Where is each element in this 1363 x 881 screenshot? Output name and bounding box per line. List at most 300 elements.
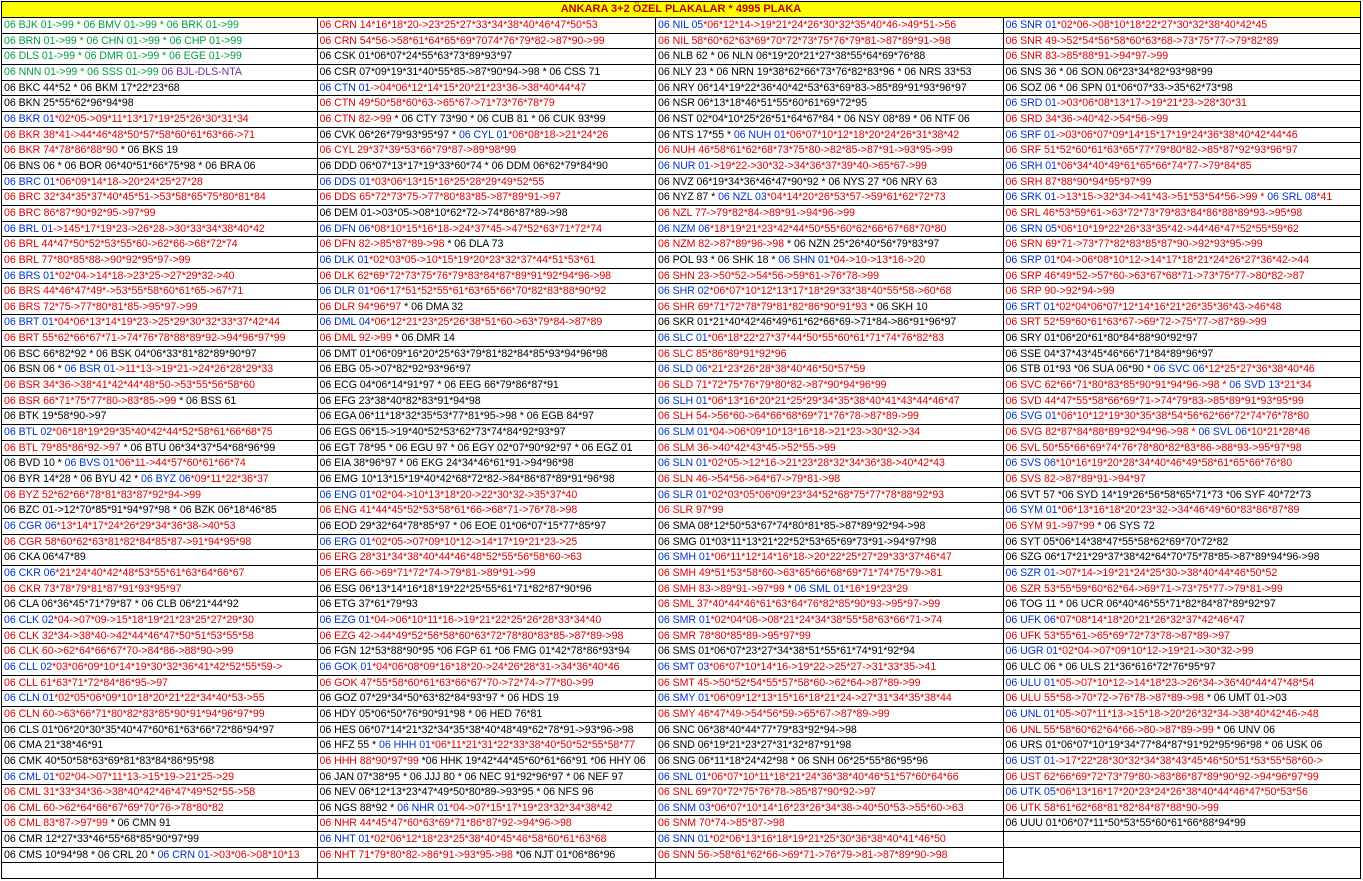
plate-text: 06 BKN 25*55*62*96*94*98 bbox=[4, 97, 134, 110]
plate-cell bbox=[1004, 112, 1360, 128]
plate-text: 06 SHN 01 bbox=[778, 253, 830, 266]
plate-cell bbox=[1004, 488, 1360, 504]
plate-cell bbox=[318, 723, 656, 739]
plate-cell bbox=[2, 754, 317, 770]
plate-text: 06 EGS 06*15->19*40*52*53*62*73*74*84*92*93*97 bbox=[319, 426, 566, 439]
plate-text: 06 SRP 46*49*52->57*60->63*67*68*71->73*75*77->80*82->87 bbox=[1005, 269, 1305, 282]
plate-text: 06 NHT 01 bbox=[319, 833, 371, 846]
plate-text: 06 GOK 01 bbox=[319, 660, 373, 673]
plate-cell bbox=[318, 409, 656, 425]
plate-cell bbox=[318, 378, 656, 394]
plate-cell bbox=[318, 237, 656, 253]
plate-text: 06 NIL 58*60*62*63*69*70*72*73*75*76*79*81->87*89*91->98 bbox=[658, 34, 951, 47]
plate-text: 06 SLN 46->54*56->64*67->79*81->98 bbox=[658, 473, 841, 486]
plate-cell bbox=[656, 488, 1002, 504]
plate-text: 06 NST 02*04*10*25*26*51*64*67*84 * 06 NSY 08*89 * 06 NTF 06 bbox=[658, 112, 970, 125]
plate-text: 06 SYM 91->97*99 bbox=[1005, 520, 1095, 532]
plate-text: 06 SVL 06 bbox=[1198, 426, 1247, 439]
plate-text: 06 SNM 03 bbox=[658, 801, 711, 814]
plate-cell bbox=[318, 331, 656, 347]
plate-text: 06 SLH 54->56*60->64*66*68*69*71*76*78->87*89->99 bbox=[658, 410, 919, 423]
plate-cell bbox=[1004, 128, 1360, 144]
plate-cell bbox=[2, 284, 317, 300]
plate-text: 06 SLD 06 bbox=[658, 363, 708, 376]
plate-cell bbox=[2, 378, 317, 394]
plate-text: 06 GOK 47*55*58*60*61*63*66*67*70->72*74->77*80->99 bbox=[319, 676, 594, 689]
plate-text: *04->10->13*16->20 bbox=[829, 253, 926, 266]
plate-cell bbox=[1004, 770, 1360, 786]
plate-text: *03*06*13*15*16*25*28*29*49*52*55 bbox=[370, 175, 545, 188]
plate-text: 06 BRC 32*34*35*37*40*45*51->53*58*65*75*80*81*84 bbox=[4, 191, 266, 204]
plate-text: 06 NZM 06 bbox=[658, 222, 710, 235]
plate-cell bbox=[318, 65, 656, 81]
plate-text: 06 SLH 01 bbox=[658, 394, 708, 407]
plate-text: 06 SRL 08 bbox=[1267, 191, 1317, 204]
plate-text: 06 ENG 01 bbox=[319, 488, 372, 501]
plate-cell bbox=[656, 801, 1002, 817]
plate-cell bbox=[656, 394, 1002, 410]
plate-text: 06 ESG 06*13*14*16*18*19*22*25*55*61*71*82*87*90*96 bbox=[319, 582, 592, 595]
plate-cell bbox=[318, 597, 656, 613]
plate-cell bbox=[1004, 206, 1360, 222]
plate-text: 06 HDY 05*06*50*76*90*91*98 * 06 HED 76*81 bbox=[319, 707, 543, 720]
plate-cell bbox=[1004, 315, 1360, 331]
plate-text: 06 SNM 70*74->85*87->98 bbox=[658, 817, 785, 830]
plate-cell bbox=[318, 112, 656, 128]
plate-text: 06 HHH 01 bbox=[379, 739, 431, 752]
plate-text: 06 CGR 06 bbox=[4, 520, 57, 532]
plate-cell bbox=[318, 848, 656, 864]
plate-text: *02*05->09*11*13*17*19*25*26*30*31*34 bbox=[54, 112, 249, 125]
plate-cell bbox=[318, 503, 656, 519]
plate-cell bbox=[318, 206, 656, 222]
plate-text: *06*18*22*27*37*44*50*55*60*61*71*74*76*82*83 bbox=[707, 332, 944, 345]
plate-text: *02*04->10*13*18*20->22*30*32->35*37*40 bbox=[371, 488, 578, 501]
plate-text: 06 SRD 34*36->40*42->54*56->99 bbox=[1005, 112, 1169, 125]
plate-column bbox=[2, 18, 318, 879]
plate-text: * bbox=[784, 582, 795, 595]
plate-cell bbox=[2, 644, 317, 660]
plate-text: *02*06*12*18*23*25*38*40*45*46*58*60*61*63*68 bbox=[370, 833, 607, 846]
plate-text: * 06 UNV 06 bbox=[1213, 723, 1275, 736]
plate-text: 06 SVT 57 *06 SYD 14*19*26*56*58*65*71*73 *06 SYF 40*72*73 bbox=[1005, 488, 1312, 501]
plate-cell bbox=[1004, 597, 1360, 613]
plate-cell bbox=[2, 848, 317, 864]
plate-text: 06 SLM 36->40*42*43*45->52*55->99 bbox=[658, 441, 836, 454]
plate-text: 06 NLY 23 * 06 NRN 19*38*62*66*73*76*82*83*96 * 06 NRS 33*53 bbox=[658, 65, 972, 78]
plate-cell bbox=[2, 441, 317, 457]
plate-cell bbox=[656, 832, 1002, 848]
plate-text: 06 SMT 45->50*52*54*55*57*58*60->62*64->87*89->99 bbox=[658, 676, 921, 689]
plate-text: *06*07*10*11*18*21*24*36*38*40*46*51*57*60*64*66 bbox=[707, 770, 959, 783]
plate-text: 06 ERG 28*31*34*38*40*44*46*48*52*55*56*58*60->63 bbox=[319, 551, 582, 564]
plate-cell bbox=[656, 738, 1002, 754]
plate-text: 06 BSR 66*71*75*77*80->83*85->99 bbox=[4, 394, 177, 407]
plate-cell bbox=[318, 394, 656, 410]
plate-text: 06 SNL 69*70*72*75*76*78->85*87*90*92->97 bbox=[658, 786, 876, 799]
plate-text: 06 SMR 78*80*85*89->95*97*99 bbox=[658, 629, 811, 642]
plate-text: 06 BRT 01 bbox=[4, 316, 54, 329]
plate-cell bbox=[318, 34, 656, 50]
plate-text: ->03*06*07*09*14*15*17*19*24*36*38*40*42*44*46 bbox=[1055, 128, 1298, 141]
plate-column bbox=[1004, 18, 1360, 879]
plate-text: 06 CKA 06*47*89 bbox=[4, 551, 86, 564]
plate-text: 06 NIL 05 bbox=[658, 19, 704, 31]
plate-text: 06 UST 62*66*69*72*73*79*80->83*86*87*89*90*92->94*96*97*99 bbox=[1005, 770, 1319, 783]
plate-cell bbox=[318, 81, 656, 97]
plate-text: 06 NZL 03 bbox=[718, 191, 767, 204]
plate-text: 06 EFG 23*38*40*82*83*91*94*98 bbox=[319, 394, 481, 407]
plate-text: *02*06*13*16*18*19*21*25*30*36*38*40*41*46*50 bbox=[709, 833, 946, 846]
plate-cell bbox=[2, 269, 317, 285]
plate-cell bbox=[656, 315, 1002, 331]
plate-text: 06 POL 93 * 06 SHK 18 * bbox=[658, 253, 779, 266]
plate-text: 06 NHR 44*45*47*60*63*69*71*86*87*92->94*96->98 bbox=[319, 817, 572, 830]
plate-cell bbox=[2, 707, 317, 723]
plate-cell bbox=[318, 738, 656, 754]
plate-text: 06 CGR 58*60*62*63*81*82*84*85*87->91*94*95*98 bbox=[4, 535, 252, 548]
plate-text: *08*10*15*16*18->24*37*45->47*52*63*71*72*74 bbox=[370, 222, 602, 235]
plate-text: 06 SRT 52*59*60*61*63*67->69*72->75*77->87*89->99 bbox=[1005, 316, 1267, 329]
plate-text: 06 URS 01*06*07*10*19*34*77*84*87*91*92*95*96*98 * 06 USK 06 bbox=[1005, 739, 1323, 752]
plate-text: 06 SLC 85*86*89*91*92*96 bbox=[658, 347, 787, 360]
plate-text: 06 DDS 01 bbox=[319, 175, 371, 188]
plate-text: 06 UGR 01 bbox=[1005, 645, 1059, 658]
plate-cell bbox=[656, 159, 1002, 175]
plate-text: 06 SYT 05*06*14*38*47*55*58*62*69*70*72*82 bbox=[1005, 535, 1229, 548]
plate-text: 06 BKC 44*52 * 06 BKM 17*22*23*68 bbox=[4, 81, 180, 94]
plate-cell bbox=[656, 676, 1002, 692]
plate-text: *21*34 bbox=[1280, 379, 1312, 392]
plate-cell bbox=[1004, 81, 1360, 97]
plate-cell bbox=[656, 816, 1002, 832]
plate-cell bbox=[1004, 96, 1360, 112]
plate-cell bbox=[2, 816, 317, 832]
plate-text: 06 BSR 34*36->38*41*42*44*48*50->53*55*56*58*60 bbox=[4, 379, 255, 392]
plate-text: 06 DML 04 bbox=[319, 316, 371, 329]
plate-text: ->145*17*19*23->26*28->30*33*34*38*40*42 bbox=[53, 222, 265, 235]
plate-text: *06*11->44*57*60*61*66*74 bbox=[114, 457, 246, 470]
plate-text: 06 CSK 01*06*07*24*55*63*73*89*93*97 bbox=[319, 50, 513, 63]
plate-cell bbox=[656, 81, 1002, 97]
plate-cell bbox=[2, 394, 317, 410]
plate-cell bbox=[2, 409, 317, 425]
plate-text: 06 BRC 86*87*90*92*95->97*99 bbox=[4, 206, 156, 219]
plate-cell bbox=[1004, 441, 1360, 457]
plate-text: * 06 CMN 91 bbox=[107, 817, 171, 830]
plate-text: 06 CYL 29*37*39*53*66*79*87->89*98*99 bbox=[319, 144, 517, 157]
plate-cell bbox=[318, 362, 656, 378]
plate-text: 06 BRS 01 bbox=[4, 269, 55, 282]
plate-text: 06 JAN 07*38*95 * 06 JJJ 80 * 06 NEC 91*92*96*97 * 06 NEF 97 bbox=[319, 770, 624, 783]
plate-text: 06 SMT 03 bbox=[658, 660, 710, 673]
plate-text: 06 SML 37*40*44*46*61*63*64*76*82*85*90*93->95*97->99 bbox=[658, 598, 941, 611]
plate-text: 06 BRS 44*46*47*49*->53*55*58*60*61*65->67*71 bbox=[4, 285, 244, 298]
plate-cell bbox=[656, 18, 1002, 34]
plate-text: 06 SRN 69*71->73*77*82*83*85*87*90->92*93*95->99 bbox=[1005, 238, 1263, 251]
plate-cell bbox=[1004, 691, 1360, 707]
plate-cell bbox=[1004, 18, 1360, 34]
plate-cell bbox=[318, 691, 656, 707]
plate-text: 06 NRY 06*14*19*22*36*40*42*53*63*69*83->85*89*91*93*96*97 bbox=[658, 81, 967, 94]
plate-text: 06 BKR 74*78*86*88*90 bbox=[4, 144, 118, 157]
plate-cell bbox=[318, 128, 656, 144]
plate-cell bbox=[2, 566, 317, 582]
plate-cell bbox=[656, 472, 1002, 488]
plate-cell bbox=[1004, 331, 1360, 347]
plate-text: * 06 CTY 73*90 * 06 CUB 81 * 06 CUK 93*99 bbox=[391, 112, 606, 125]
plate-cell bbox=[1004, 65, 1360, 81]
plate-text: 06 UTK 05 bbox=[1005, 786, 1056, 799]
plate-cell bbox=[656, 112, 1002, 128]
plate-text: 06 BSN 06 * bbox=[4, 363, 65, 376]
plate-cell bbox=[2, 676, 317, 692]
plate-text: 06 CML 01 bbox=[4, 770, 55, 783]
plate-text: *12*25*27*36*38*40*46 bbox=[1204, 363, 1315, 376]
plate-text: *06*11*12*14*16*18->20*22*25*27*29*33*37*46*47 bbox=[710, 551, 952, 564]
plate-text: 06 SVC 62*66*71*80*83*85*90*91*94*96->98 * bbox=[1005, 379, 1230, 392]
plate-cell bbox=[656, 65, 1002, 81]
plate-cell bbox=[1004, 832, 1360, 848]
plate-text: 06 DEM 01->03*05->08*10*62*72->74*86*87*89->98 bbox=[319, 206, 568, 219]
plate-text: * 06 NZN 25*26*40*56*79*83*97 bbox=[784, 238, 940, 251]
plate-cell bbox=[2, 488, 317, 504]
plate-cell bbox=[318, 472, 656, 488]
plate-text: 06 NZM 82->87*89*96->98 bbox=[658, 238, 785, 251]
plate-text: *06*12*14->19*21*24*26*30*32*35*40*46->49*51->56 bbox=[703, 19, 957, 31]
plate-text: *02*04->07*09*10*12->19*21->30*32->99 bbox=[1058, 645, 1254, 658]
plate-text: 06 BSR 01 bbox=[64, 363, 116, 376]
plate-text: 06 DLS 01->99 * 06 DMR 01->99 * 06 EGE 01->99 bbox=[4, 50, 242, 63]
plate-text: 06 BRL 44*47*50*52*53*55*60->62*66->68*72*74 bbox=[4, 238, 238, 251]
plate-text: 06 NUH 46*58*61*62*68*73*75*80->82*85->87*91->93*95->99 bbox=[658, 144, 953, 157]
plate-cell bbox=[656, 409, 1002, 425]
plate-text: 06 DDS 65*72*73*75->77*80*83*85->87*89*91->97 bbox=[319, 191, 561, 204]
plate-cell bbox=[2, 770, 317, 786]
plate-cell bbox=[318, 707, 656, 723]
plate-cell bbox=[656, 441, 1002, 457]
plate-text: ->11*13->19*21->24*26*28*29*33 bbox=[115, 363, 274, 376]
plate-cell bbox=[656, 175, 1002, 191]
plate-cell bbox=[656, 754, 1002, 770]
plate-cell bbox=[2, 128, 317, 144]
plate-text: 06 NSR 06*13*18*46*51*55*60*61*69*72*95 bbox=[658, 97, 867, 110]
plate-text: *18*19*21*23*42*44*50*55*60*62*66*67*68*70*80 bbox=[709, 222, 947, 235]
plate-text: 06 CMA 21*38*46*91 bbox=[4, 739, 104, 752]
plate-text: 06 ENG 41*44*45*52*53*58*61*66->68*71->76*78->98 bbox=[319, 504, 578, 517]
plate-text: 06 SLM 01 bbox=[658, 426, 709, 439]
plate-cell bbox=[1004, 253, 1360, 269]
plate-cell bbox=[1004, 660, 1360, 676]
plate-cell bbox=[656, 300, 1002, 316]
plate-cell bbox=[2, 159, 317, 175]
plate-text: 06 CRN 01 bbox=[157, 848, 210, 861]
plate-text: ->17*22*28*30*32*34*38*43*45*46*50*51*53*55*58*60-> bbox=[1055, 754, 1323, 767]
plate-text: *04*06*08*09*16*18*20->24*26*28*31->34*36*40*46 bbox=[372, 660, 620, 673]
plate-text: 06 SVL 50*55*66*69*74*76*78*80*82*83*86->88*93->95*97*98 bbox=[1005, 441, 1302, 454]
plate-cell bbox=[1004, 566, 1360, 582]
plate-text: 06 SLR 97*99 bbox=[658, 504, 724, 517]
plate-text: 06 ETG 37*61*79*93 bbox=[319, 598, 418, 611]
plate-cell bbox=[318, 801, 656, 817]
plate-text: *04->06*10*11*16->19*21*22*25*26*28*33*34*40 bbox=[370, 613, 602, 626]
plate-cell bbox=[1004, 222, 1360, 238]
plate-text: *02*06->08*10*18*22*27*30*32*38*40*42*45 bbox=[1056, 19, 1268, 31]
plate-text: * 06 DMA 32 bbox=[401, 300, 464, 313]
plate-text: 06 BYR 14*28 * 06 BYU 42 * bbox=[4, 473, 142, 486]
plate-text: 06 EZG 01 bbox=[319, 613, 371, 626]
plate-cell bbox=[2, 34, 317, 50]
plate-text: 06 CMS 10*94*98 * 06 CRL 20 * bbox=[4, 848, 158, 861]
plate-text: 06 EGT 78*95 * 06 EGU 97 * 06 EGY 02*07*90*92*97 * 06 EGZ 01 bbox=[319, 441, 633, 454]
plate-cell bbox=[1004, 284, 1360, 300]
plate-text: 06 SMR 01 bbox=[658, 613, 711, 626]
plate-text: ->03*06->08*10*13 bbox=[209, 848, 300, 861]
plate-cell bbox=[1004, 269, 1360, 285]
plate-cell bbox=[1004, 409, 1360, 425]
plate-cell bbox=[656, 597, 1002, 613]
plate-cell bbox=[1004, 456, 1360, 472]
plate-text: *06*34*40*49*61*65*66*74*77->79*84*85 bbox=[1056, 159, 1252, 172]
plate-text: ->13*15->32*34->41*43->51*53*54*56->99 * bbox=[1056, 191, 1268, 204]
plate-cell bbox=[1004, 582, 1360, 598]
plate-text: * 06 BSS 61 bbox=[176, 394, 237, 407]
plate-text: 06 SNR 49->52*54*56*58*60*63*68->73*75*77->79*82*89 bbox=[1005, 34, 1279, 47]
plate-cell bbox=[656, 96, 1002, 112]
plate-cell bbox=[318, 754, 656, 770]
plate-cell bbox=[2, 801, 317, 817]
plate-text: 06 EIA 38*96*97 * 06 EKG 24*34*46*61*91->94*96*98 bbox=[319, 457, 574, 470]
plate-cell bbox=[318, 832, 656, 848]
plate-cell bbox=[318, 18, 656, 34]
plate-text: 06 EZG 42->44*49*52*56*58*60*63*72*78*80*83*85->87*89->98 bbox=[319, 629, 624, 642]
plate-cell bbox=[2, 519, 317, 535]
plate-text: 06 CRN 14*16*18*20->23*25*27*33*34*38*40*46*47*50*53 bbox=[319, 19, 598, 31]
plate-cell bbox=[2, 613, 317, 629]
plate-text: 06 SML 01 bbox=[794, 582, 845, 595]
plate-text: 06 SSE 04*37*43*45*46*66*71*84*89*96*97 bbox=[1005, 347, 1214, 360]
plate-text: 06 SRH 87*88*90*94*95*97*99 bbox=[1005, 175, 1152, 188]
plate-text: 06 FGN 12*53*88*90*95 *06 FGP 61 *06 FMG 01*42*78*86*93*94 bbox=[319, 645, 630, 658]
plate-text: 06 CLL 61*63*71*72*84*86*95->97 bbox=[4, 676, 168, 689]
plate-text: 06 DFN 06 bbox=[319, 222, 371, 235]
plate-cell bbox=[2, 65, 317, 81]
plate-text: *06*07*10*12*13*17*18*29*33*38*40*55*58->60*68 bbox=[709, 285, 952, 298]
plate-text: 06 SMH 83->89*91->97*99 bbox=[658, 582, 785, 595]
plate-text: *21*24*40*42*48*53*55*61*63*64*66*67 bbox=[55, 566, 245, 579]
plate-text: 06 CLA 06*36*45*71*79*87 * 06 CLB 06*21*44*92 bbox=[4, 598, 239, 611]
plate-text: 06 BKR 38*41->44*46*48*50*57*58*60*61*63*66->71 bbox=[4, 128, 255, 141]
plate-cell bbox=[318, 676, 656, 692]
plate-text: *04*06*13*14*19*23->25*29*30*32*33*37*42*44 bbox=[53, 316, 280, 329]
plate-text: 06 EBG 05->07*82*92*93*96*97 bbox=[319, 363, 471, 376]
plate-cell bbox=[656, 770, 1002, 786]
plate-text: *06*13*16*20*21*25*29*34*35*38*40*41*43*44*46*47 bbox=[707, 394, 960, 407]
plate-text: 06 SMA 08*12*50*53*67*74*80*81*85->87*89*92*94->98 bbox=[658, 520, 926, 532]
plate-cell bbox=[656, 629, 1002, 645]
plate-cell bbox=[318, 441, 656, 457]
plate-cell bbox=[2, 253, 317, 269]
plate-cell bbox=[656, 331, 1002, 347]
plate-cell bbox=[1004, 550, 1360, 566]
plate-cell bbox=[1004, 816, 1360, 832]
plate-cell bbox=[656, 425, 1002, 441]
plate-text: 06 SKR 01*21*40*42*46*49*61*62*66*69->71*84->86*91*96*97 bbox=[658, 316, 957, 329]
plate-text: *06*10*19*22*26*33*35*42->44*46*47*52*55*59*62 bbox=[1056, 222, 1299, 235]
plate-text: 06 SLR 01 bbox=[658, 488, 708, 501]
plate-text: 06 CTN 82->99 bbox=[319, 112, 392, 125]
plate-cell bbox=[656, 362, 1002, 378]
plate-cell bbox=[318, 519, 656, 535]
plate-cell bbox=[318, 300, 656, 316]
plate-text: 06 SMG 01*03*11*13*21*22*52*53*65*69*73*91->94*97*98 bbox=[658, 535, 937, 548]
plate-text: 06 SOZ 06 * 06 SPN 01*06*07*33->35*62*73*98 bbox=[1005, 81, 1233, 94]
plate-cell bbox=[2, 550, 317, 566]
plate-text: 06 ULC 06 * 06 ULS 21*36*616*72*76*95*97 bbox=[1005, 660, 1216, 673]
plate-cell bbox=[318, 96, 656, 112]
plate-cell bbox=[1004, 394, 1360, 410]
plate-cell bbox=[2, 315, 317, 331]
plate-cell bbox=[2, 331, 317, 347]
plate-cell bbox=[318, 315, 656, 331]
plate-text: *02*03*05*06*09*23*34*52*68*75*77*78*88*92*93 bbox=[707, 488, 944, 501]
plate-text: 06 ERG 66->69*71*72*74->79*81->89*91->99 bbox=[319, 566, 536, 579]
plate-text: 06 ECG 04*06*14*91*97 * 06 EEG 66*79*86*87*91 bbox=[319, 379, 559, 392]
plate-text: 06 BRN 01->99 * 06 CHN 01->99 * 06 CHP 01->99 bbox=[4, 34, 243, 47]
plate-text: *04->07*15*17*19*23*32*34*38*42 bbox=[449, 801, 613, 814]
plate-cell bbox=[656, 49, 1002, 65]
plate-cell bbox=[2, 237, 317, 253]
plate-text: *02*05->12*16->21*23*28*32*34*36*38->40*42*43 bbox=[707, 457, 945, 470]
plate-text: 06 ULU 01 bbox=[1005, 676, 1056, 689]
plate-cell bbox=[318, 253, 656, 269]
plate-text: 06 UUU 01*06*07*11*50*53*55*60*61*66*88*94*99 bbox=[1005, 817, 1246, 830]
plate-column bbox=[318, 18, 657, 879]
plate-text: *03*06*09*10*14*19*30*32*36*41*42*52*55*59-> bbox=[52, 660, 283, 673]
plate-text: 06 SRL 46*53*59*61->63*72*73*79*83*84*86*88*89*93->95*98 bbox=[1005, 206, 1303, 219]
plate-text: 06 SRK 01 bbox=[1005, 191, 1057, 204]
plate-text: 06 CMR 12*27*33*46*55*68*85*90*97*99 bbox=[4, 833, 199, 846]
plate-text: 06 BNS 06 * 06 BOR 06*40*51*66*75*98 * 06 BRA 06 bbox=[4, 159, 256, 172]
plate-cell bbox=[1004, 535, 1360, 551]
plate-cell bbox=[656, 519, 1002, 535]
plate-cell bbox=[1004, 143, 1360, 159]
plate-grid bbox=[2, 18, 1360, 879]
plate-text: 06 GOZ 07*29*34*50*63*82*84*93*97 * 06 HDS 19 bbox=[319, 692, 559, 705]
plate-text: 06 NEV 06*12*13*23*47*49*50*80*89->93*95 * 06 NFS 96 bbox=[319, 786, 594, 799]
plate-text: 06 NUH 01 bbox=[733, 128, 786, 141]
plate-text: 06 DLR 94*96*97 bbox=[319, 300, 402, 313]
plate-text: 06 SHR 69*71*72*78*79*81*82*86*90*91*93 bbox=[658, 300, 867, 313]
plate-text: 06 HHH 88*90*97*99 bbox=[319, 754, 419, 767]
plate-text: *21*23*26*28*38*40*46*50*57*59 bbox=[707, 363, 866, 376]
plate-cell bbox=[2, 175, 317, 191]
plate-text: 06 UTK 58*61*62*68*81*82*84*87*88*90->99 bbox=[1005, 801, 1219, 814]
plate-text: 06 SNN 56->58*61*62*66->69*71->76*79->81->87*89*90->98 bbox=[658, 848, 948, 861]
plate-text: * 06 SKH 10 bbox=[866, 300, 928, 313]
plate-text: *02*04*06->08*21*24*34*38*55*58*63*66*71->74 bbox=[710, 613, 943, 626]
plate-text: 06 CLS 01*06*20*30*35*40*47*60*61*63*66*72*86*94*97 bbox=[4, 723, 275, 736]
plate-cell bbox=[318, 159, 656, 175]
plate-text: * 06 DLA 73 bbox=[444, 238, 504, 251]
plate-cell bbox=[1004, 378, 1360, 394]
plate-text: 06 NHR 01 bbox=[397, 801, 450, 814]
plate-cell bbox=[2, 347, 317, 363]
plate-cell bbox=[656, 269, 1002, 285]
plate-text: *16*19*23*29 bbox=[844, 582, 908, 595]
plate-text: 06 DLR 01 bbox=[319, 285, 370, 298]
plate-text: *06*07*10*12*18*20*24*26*31*38*42 bbox=[785, 128, 960, 141]
